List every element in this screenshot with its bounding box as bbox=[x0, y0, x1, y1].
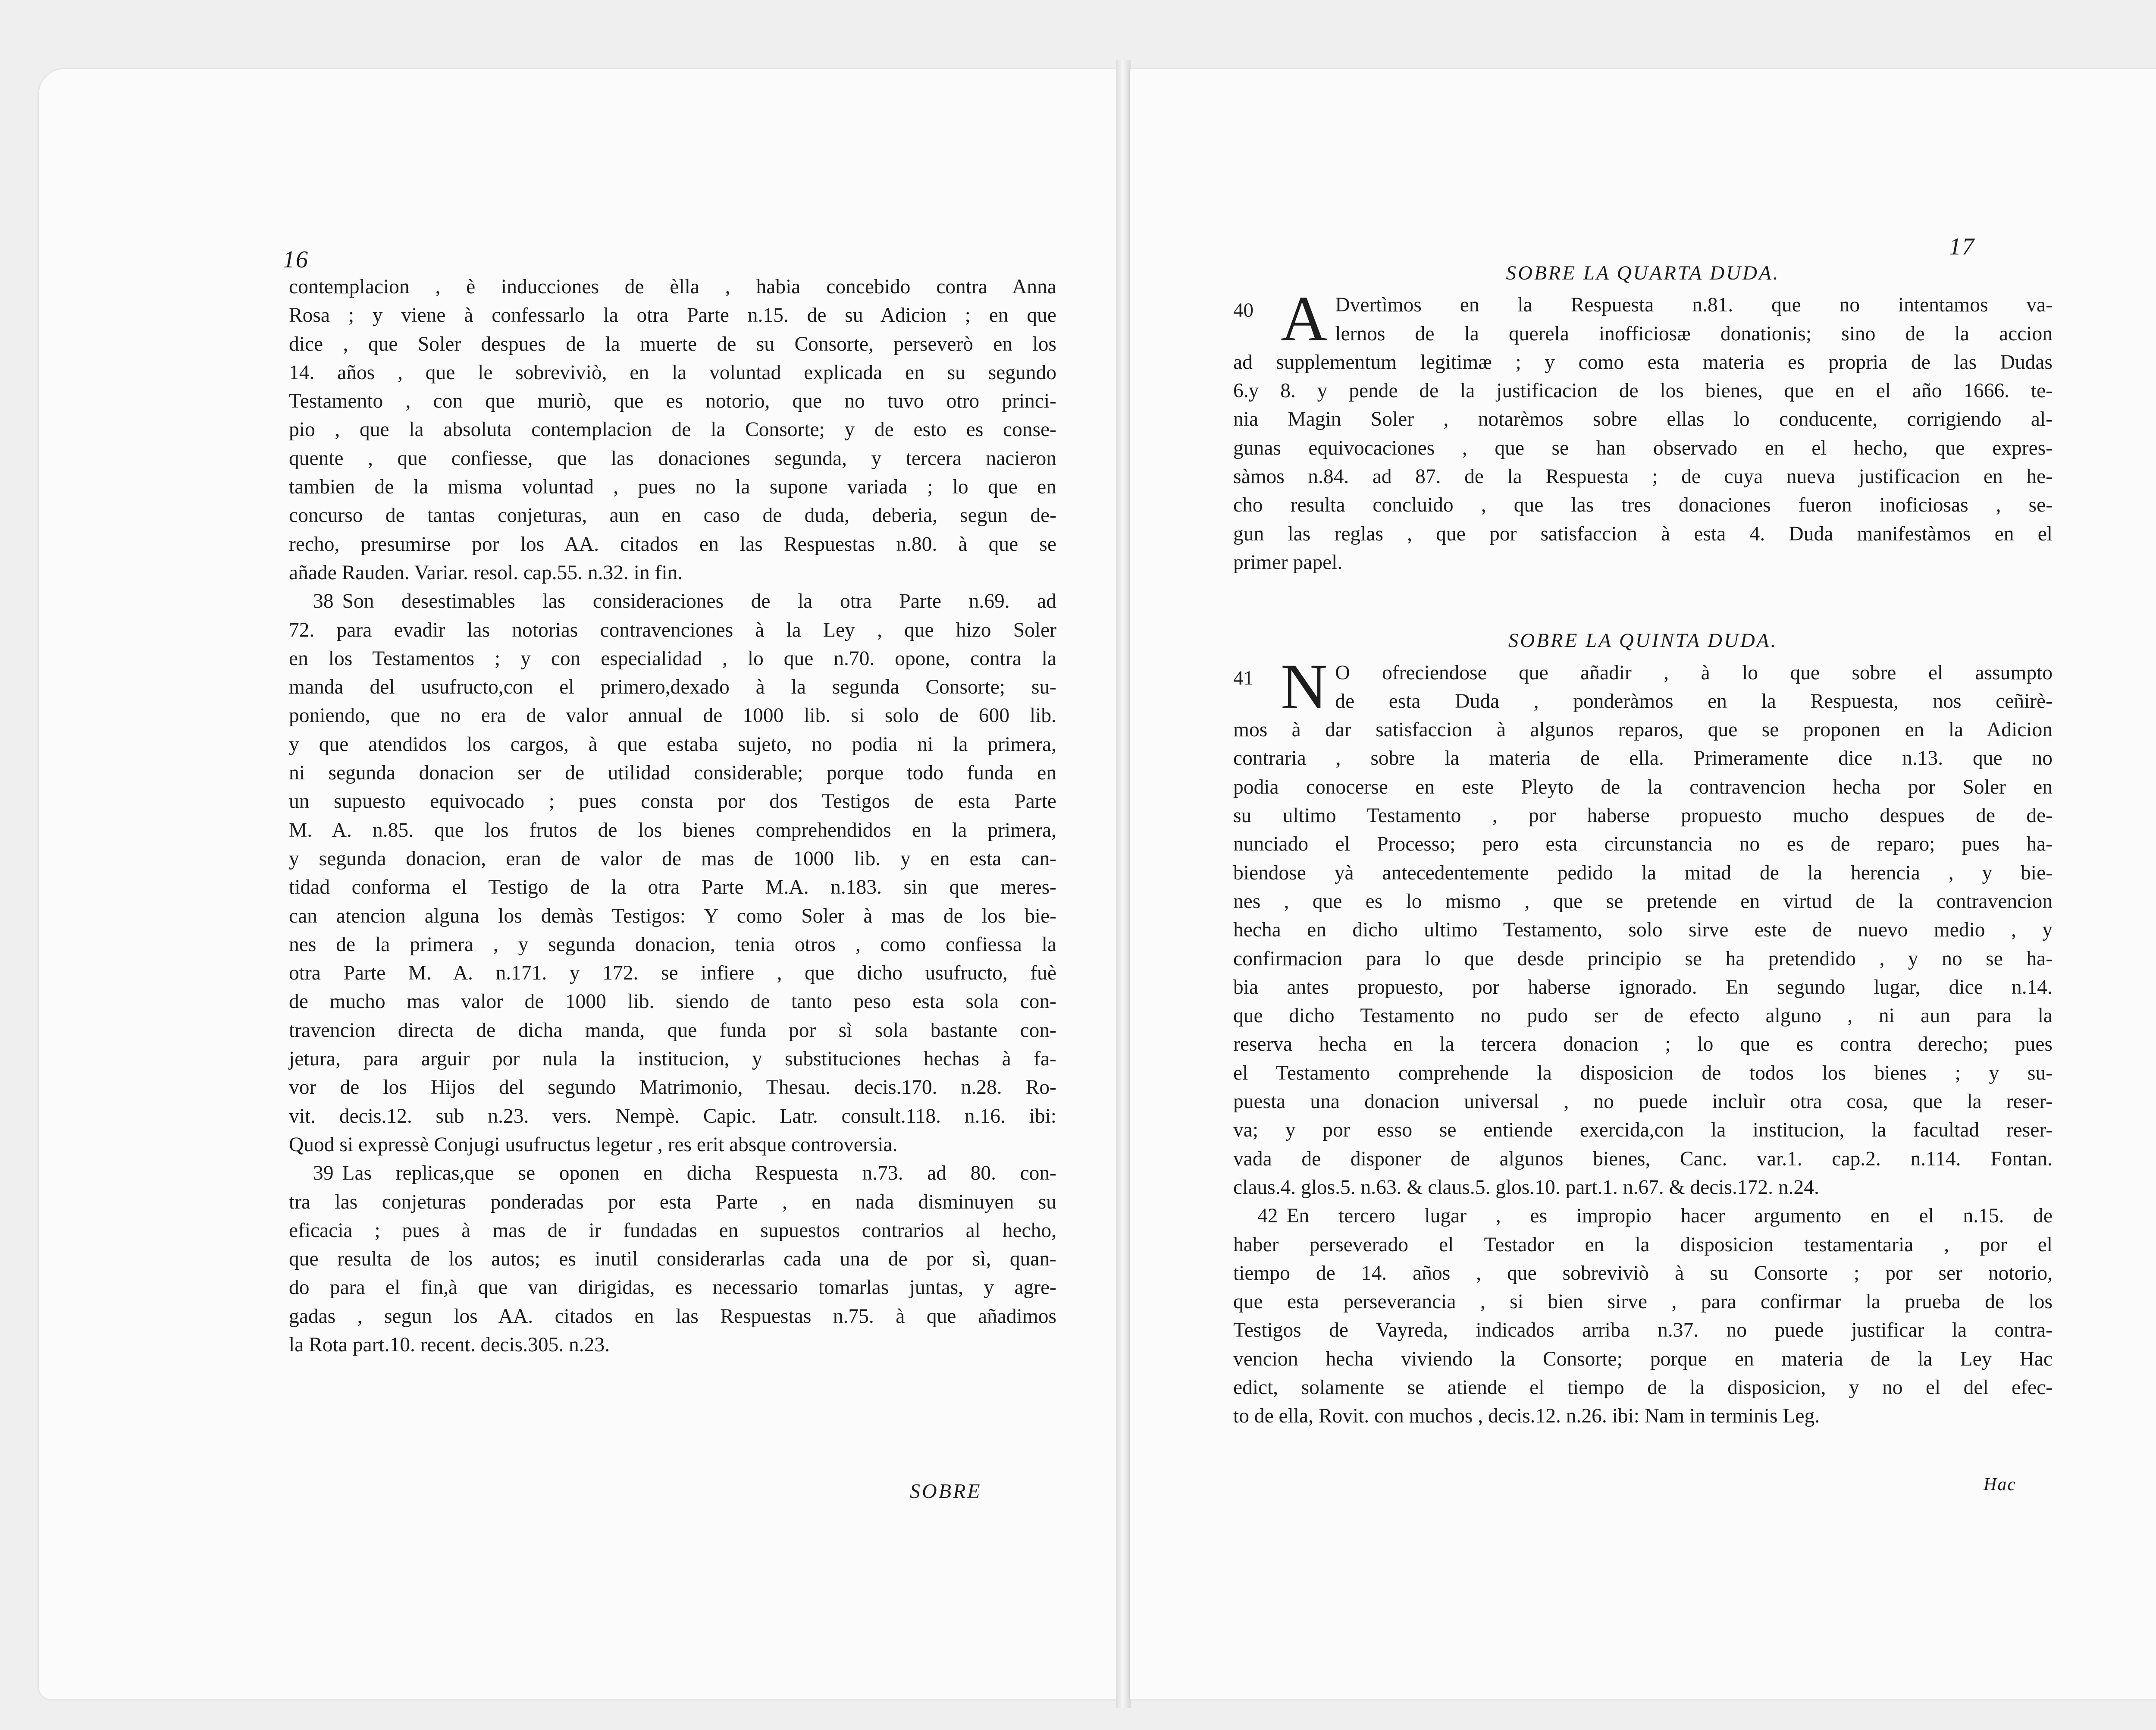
paragraph-38 bbox=[289, 587, 1056, 1159]
paragraph-40 bbox=[1233, 283, 2053, 577]
text-line: vor de los Hijos del segundo Matrimonio, Thesau. decis.170. n.28. Ro- bbox=[289, 1076, 1056, 1099]
text-line: que esta perseverancia , si bien sirve , para confirmar la prueba de los bbox=[1233, 1290, 2053, 1313]
page-number-right: 17 bbox=[1949, 233, 1975, 260]
left-page bbox=[39, 69, 1117, 1699]
text-line: Rosa ; y viene à confessarlo la otra Parte n.15. de su Adicion ; en que bbox=[289, 304, 1056, 327]
catchword-left: SOBRE bbox=[910, 1480, 982, 1503]
catchword-right: Hac bbox=[1984, 1475, 2016, 1495]
text-line: Quod si expressè Conjugi usufructus legetur , res erit absque controversia. bbox=[289, 1133, 898, 1156]
text-line: haber perseverado el Testador en la disposicion testamentaria , por el bbox=[1233, 1233, 2053, 1256]
right-page bbox=[1130, 69, 2156, 1699]
paragraph-number: 41 bbox=[1233, 666, 1253, 689]
book-spread bbox=[39, 60, 2156, 1708]
drop-cap: A bbox=[1281, 283, 1328, 355]
text-line: de mucho mas valor de 1000 lib. siendo de tanto peso esta sola con- bbox=[289, 990, 1056, 1013]
text-line: jetura, para arguir por nula la institucion, y substituciones hechas à fa- bbox=[289, 1048, 1056, 1071]
text-line: biendose yà antecedentemente pedido la mitad de la herencia , y bie- bbox=[1233, 861, 2053, 884]
paragraph-number: 38 bbox=[313, 590, 334, 613]
text-line: gunas equivocaciones , que se han observado en el hecho, que expres- bbox=[1233, 436, 2053, 459]
text-line: eficacia ; pues à mas de ir fundadas en supuestos contrarios al hecho, bbox=[289, 1219, 1056, 1242]
text-line: y segunda donacion, eran de valor de mas de 1000 lib. y en esta can- bbox=[289, 847, 1056, 870]
text-line: M. A. n.85. que los frutos de los bienes comprehendidos en la primera, bbox=[289, 819, 1056, 841]
text-line: tiempo de 14. años , que sobreviviò à su Consorte ; por ser notorio, bbox=[1233, 1262, 2053, 1284]
text-line: Dvertìmos en la Respuesta n.81. que no intentamos va- bbox=[1335, 294, 2053, 317]
text-line: hecha en dicho ultimo Testamento, solo sirve este de nuevo medio , y bbox=[1233, 919, 2053, 942]
text-line: vada de disponer de algunos bienes, Canc. var.1. cap.2. n.114. Fontan. bbox=[1233, 1147, 2053, 1170]
text-line: nunciado el Processo; pero esta circunstancia no es de reparo; pues ha- bbox=[1233, 833, 2053, 856]
heading-quinta-duda: SOBRE LA QUINTA DUDA. bbox=[1508, 629, 1778, 652]
text-line: mos à dar satisfaccion à algunos reparos, que se proponen en la Adicion bbox=[1233, 719, 2053, 741]
paragraph-37-continuation bbox=[289, 273, 1056, 587]
paragraph-number: 40 bbox=[1233, 299, 1253, 322]
text-line: gun las reglas , que por satisfaccion à esta 4. Duda manifestàmos en el bbox=[1233, 522, 2053, 545]
text-line: que dicho Testamento no pudo ser de efecto alguno , ni aun para la bbox=[1233, 1005, 2053, 1027]
text-line: bia antes propuesto, por haberse ignorado. En segundo lugar, dice n.14. bbox=[1233, 976, 2053, 998]
left-page-text bbox=[289, 273, 1056, 1359]
page-number-left: 16 bbox=[283, 246, 309, 273]
text-line: can atencion alguna los demàs Testigos: Y como Soler à mas de los bie- bbox=[289, 904, 1056, 927]
paragraph-41 bbox=[1233, 650, 2053, 1202]
text-line: edict, solamente se atiende el tiempo de la disposicion, y no el del efec- bbox=[1233, 1376, 2053, 1399]
text-line: poniendo, que no era de valor annual de 1000 lib. si solo de 600 lib. bbox=[289, 704, 1056, 727]
drop-cap: N bbox=[1281, 650, 1328, 722]
text-line: cho resulta concluido , que las tres donaciones fueron inoficiosas , se- bbox=[1233, 494, 2053, 517]
text-line: quente , que confiesse, que las donaciones segunda, y tercera nacieron bbox=[289, 447, 1056, 470]
text-line: puesta una donacion universal , no puede incluìr otra cosa, que la reser- bbox=[1233, 1090, 2053, 1113]
text-line: to de ella, Rovit. con muchos , decis.12. n.26. ibi: Nam in terminis Leg. bbox=[1233, 1405, 1820, 1428]
heading-quarta-duda: SOBRE LA QUARTA DUDA. bbox=[1506, 262, 1780, 284]
text-line: y que atendidos los cargos, à que estaba sujeto, no podia ni la primera, bbox=[289, 733, 1056, 756]
text-line: sàmos n.84. ad 87. de la Respuesta ; de cuya nueva justificacion en he- bbox=[1233, 465, 2053, 488]
text-line: 38 Son desestimables las consideraciones de la otra Parte n.69. ad bbox=[313, 590, 1056, 613]
text-line: contemplacion , è inducciones de èlla , habia concebido contra Anna bbox=[289, 276, 1056, 298]
text-line: va; y por esso se entiende exercida,con la institucion, la facultad reser- bbox=[1233, 1119, 2053, 1142]
text-line: la Rota part.10. recent. decis.305. n.23. bbox=[289, 1333, 610, 1356]
paragraph-42 bbox=[1233, 1202, 2053, 1430]
text-line: ad supplementum legitimæ ; y como esta materia es propria de las Dudas bbox=[1233, 351, 2053, 374]
text-line: nes , que es lo mismo , que se pretende en virtud de la contravencion bbox=[1233, 890, 2053, 913]
text-line: contraria , sobre la materia de ella. Primeramente dice n.13. que no bbox=[1233, 747, 2053, 770]
text-line: Testamento , con que muriò, que es notorio, que no tuvo otro princi- bbox=[289, 390, 1056, 413]
paragraph-number: 42 bbox=[1257, 1205, 1278, 1228]
text-line: un supuesto equivocado ; pues consta por dos Testigos de esta Parte bbox=[289, 790, 1056, 813]
text-line: nes de la primera , y segunda donacion, tenia otros , como confiessa la bbox=[289, 933, 1056, 956]
text-line: otra Parte M. A. n.171. y 172. se infiere , que dicho usufructo, fuè bbox=[289, 962, 1056, 985]
text-line: dice , que Soler despues de la muerte de su Consorte, perseverò en los bbox=[289, 333, 1056, 355]
paragraph-39 bbox=[289, 1159, 1056, 1359]
text-line: travencion directa de dicha manda, que funda por sì sola bastante con- bbox=[289, 1019, 1056, 1042]
text-line: primer papel. bbox=[1233, 551, 1343, 574]
right-page-text bbox=[1233, 259, 2053, 1431]
text-line: vit. decis.12. sub n.23. vers. Nempè. Capic. Latr. consult.118. n.16. ibi: bbox=[289, 1105, 1056, 1127]
text-line: O ofreciendose que añadir , à lo que sobre el assumpto bbox=[1335, 661, 2053, 684]
text-line: pio , que la absoluta contemplacion de la Consorte; y de esto es conse- bbox=[289, 418, 1056, 441]
text-line: concurso de tantas conjeturas, aun en caso de duda, deberia, segun de- bbox=[289, 504, 1056, 527]
paragraph-number: 39 bbox=[313, 1162, 334, 1185]
text-line: 42 En tercero lugar , es impropio hacer argumento en el n.15. de bbox=[1257, 1205, 2053, 1228]
text-line: 39 Las replicas,que se oponen en dicha Respuesta n.73. ad 80. con- bbox=[313, 1162, 1056, 1185]
text-line: 6.y 8. y pende de la justificacion de los bienes, que en el año 1666. te- bbox=[1233, 380, 2053, 402]
text-line: manda del usufructo,con el primero,dexado à la segunda Consorte; su- bbox=[289, 676, 1056, 699]
text-line: confirmacion para lo que desde principio se ha pretendido , y no se ha- bbox=[1233, 947, 2053, 970]
text-line: claus.4. glos.5. n.63. & claus.5. glos.10. part.1. n.67. & decis.172. n.24. bbox=[1233, 1176, 1819, 1199]
text-line: el Testamento comprehende la disposicion de todos los bienes ; y su- bbox=[1233, 1061, 2053, 1084]
text-line: reserva hecha en la tercera donacion ; lo que es contra derecho; pues bbox=[1233, 1033, 2053, 1056]
text-line: que resulta de los autos; es inutil considerarlas cada una de por sì, quan- bbox=[289, 1248, 1056, 1271]
text-line: tidad conforma el Testigo de la otra Parte M.A. n.183. sin que meres- bbox=[289, 876, 1056, 899]
text-line: nia Magin Soler , notarèmos sobre ellas lo conducente, corrigiendo al- bbox=[1233, 408, 2053, 431]
text-line: gadas , segun los AA. citados en las Respuestas n.75. à que añadimos bbox=[289, 1305, 1056, 1328]
text-line: do para el fin,à que van dirigidas, es necessario tomarlas juntas, y agre- bbox=[289, 1276, 1056, 1299]
text-line: 72. para evadir las notorias contravenciones à la Ley , que hizo Soler bbox=[289, 619, 1056, 641]
book-gutter bbox=[1116, 60, 1131, 1708]
text-line: 14. años , que le sobreviviò, en la voluntad explicada en su segundo bbox=[289, 361, 1056, 384]
text-line: podia conocerse en este Pleyto de la contravencion hecha por Soler en bbox=[1233, 776, 2053, 798]
text-line: tra las conjeturas ponderadas por esta Parte , en nada disminuyen su bbox=[289, 1190, 1056, 1213]
text-line: de esta Duda , ponderàmos en la Respuesta, nos ceñirè- bbox=[1335, 690, 2053, 713]
text-line: añade Rauden. Variar. resol. cap.55. n.32. in fin. bbox=[289, 561, 683, 584]
text-line: ni segunda donacion ser de utilidad considerable; porque todo funda en bbox=[289, 762, 1056, 785]
text-line: Testigos de Vayreda, indicados arriba n.37. no puede justificar la contra- bbox=[1233, 1319, 2053, 1342]
text-line: recho, presumirse por los AA. citados en las Respuestas n.80. à que se bbox=[289, 533, 1056, 556]
text-line: lernos de la querela inofficiosæ donationis; sino de la accion bbox=[1335, 322, 2053, 345]
text-line: en los Testamentos ; y con especialidad , lo que n.70. opone, contra la bbox=[289, 647, 1056, 670]
text-line: tambien de la misma voluntad , pues no la supone variada ; lo que en bbox=[289, 476, 1056, 499]
text-line: su ultimo Testamento , por haberse propuesto mucho despues de de- bbox=[1233, 804, 2053, 827]
text-line: vencion hecha viviendo la Consorte; porque en materia de la Ley Hac bbox=[1233, 1347, 2053, 1370]
